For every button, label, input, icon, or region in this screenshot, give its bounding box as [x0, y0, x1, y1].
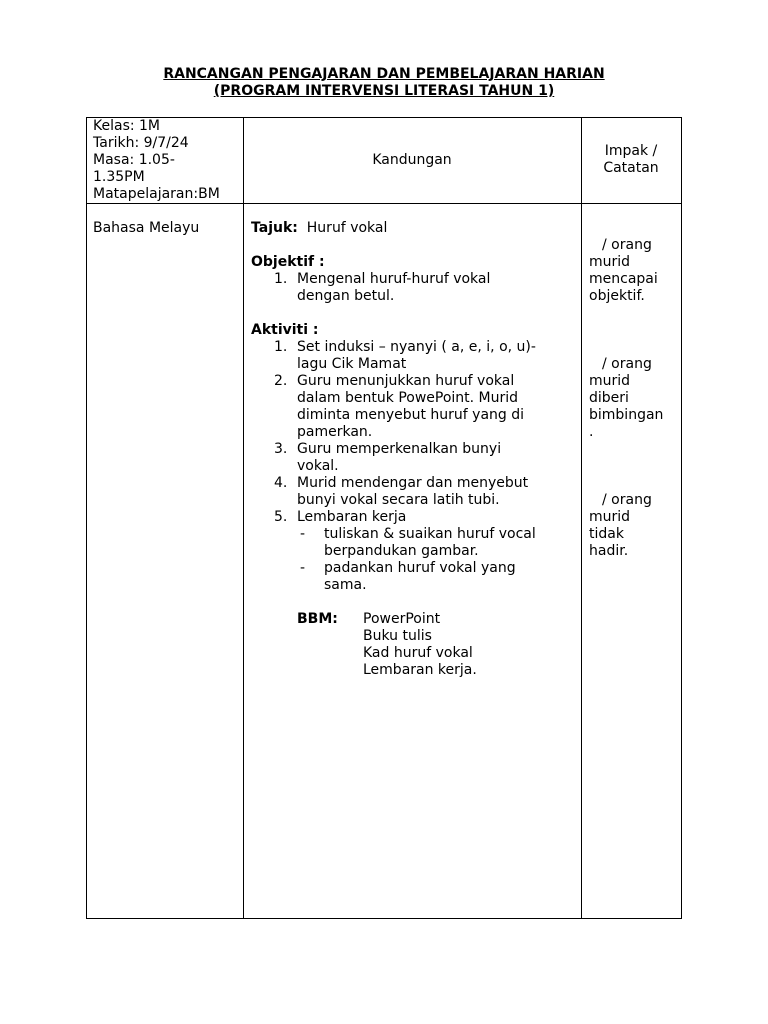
activity-text: Murid mendengar dan menyebut	[297, 475, 529, 491]
subitem-text: tuliskan & suaikan huruf vocal	[324, 526, 536, 542]
impact-text: objektif.	[589, 288, 645, 304]
objective-item-text: Mengenal huruf-huruf vokal	[297, 271, 491, 287]
objective-item	[251, 271, 536, 305]
impact-text: diberi	[589, 390, 629, 406]
column-divider-2	[581, 118, 582, 918]
activity-item-4	[251, 475, 536, 509]
impact-header-line2: Catatan	[603, 160, 659, 176]
subitem-text: berpandukan gambar.	[324, 543, 479, 559]
activity-item-2	[251, 373, 536, 441]
activity-item-3	[251, 441, 536, 475]
objective-item-number: 1.	[274, 271, 288, 287]
activity-text: Guru menunjukkan huruf vokal	[297, 373, 515, 389]
subject-label: Matapelajaran:BM	[93, 186, 220, 202]
objective-label: Objektif :	[251, 254, 325, 270]
header-row-divider	[87, 203, 681, 204]
class-info-cell	[93, 118, 220, 203]
teaching-aid-item: PowerPoint	[363, 611, 441, 627]
activity-label: Aktiviti :	[251, 322, 319, 338]
impact-header	[581, 143, 681, 177]
worksheet-subitem-1	[251, 526, 536, 560]
activity-number: 4.	[274, 475, 288, 491]
teaching-aid-item: Kad huruf vokal	[363, 645, 473, 661]
topic-label: Tajuk:	[251, 220, 298, 236]
activity-item-5	[251, 509, 536, 526]
teaching-aid-item: Buku tulis	[363, 628, 432, 644]
subject-cell: Bahasa Melayu	[93, 220, 200, 236]
time-label-cont: 1.35PM	[93, 169, 145, 185]
impact-text: bimbingan	[589, 407, 664, 423]
document-subtitle: (PROGRAM INTERVENSI LITERASI TAHUN 1)	[213, 83, 555, 99]
class-label: Kelas: 1M	[93, 118, 161, 134]
teaching-aids-row	[251, 611, 536, 628]
subitem-text: sama.	[324, 577, 367, 593]
impact-text: .	[589, 424, 594, 440]
topic-value: Huruf vokal	[306, 220, 388, 236]
lesson-plan-table	[86, 117, 682, 919]
activity-text: Guru memperkenalkan bunyi	[297, 441, 502, 457]
impact-text: murid	[589, 254, 631, 270]
topic-line	[251, 220, 536, 237]
activity-text: diminta menyebut huruf yang di	[297, 407, 525, 423]
impact-text: hadir.	[589, 543, 629, 559]
impact-block-2	[589, 356, 663, 441]
impact-block-3	[589, 492, 652, 560]
objective-item-text-cont: dengan betul.	[297, 288, 395, 304]
teaching-aids-row	[251, 662, 536, 679]
teaching-aid-item: Lembaran kerja.	[363, 662, 477, 678]
activity-text: lagu Cik Mamat	[297, 356, 407, 372]
time-label: Masa: 1.05-	[93, 152, 175, 168]
column-divider-1	[243, 118, 244, 918]
activity-text: vokal.	[297, 458, 339, 474]
content-header: Kandungan	[372, 152, 452, 168]
activity-text: bunyi vokal secara latih tubi.	[297, 492, 500, 508]
impact-text: / orang	[602, 237, 652, 253]
subitem-dash: -	[300, 526, 306, 542]
impact-text: murid	[589, 373, 631, 389]
activity-text: Lembaran kerja	[297, 509, 407, 525]
activity-text: pamerkan.	[297, 424, 373, 440]
impact-text: / orang	[602, 356, 652, 372]
subitem-text: padankan huruf vokal yang	[324, 560, 516, 576]
activity-text: Set induksi – nyanyi ( a, e, i, o, u)-	[297, 339, 536, 355]
teaching-aids-label: BBM:	[297, 611, 338, 627]
teaching-aids-row	[251, 645, 536, 662]
document-title: RANCANGAN PENGAJARAN DAN PEMBELAJARAN HARIAN	[163, 66, 605, 82]
date-label: Tarikh: 9/7/24	[93, 135, 189, 151]
impact-header-line1: Impak /	[604, 143, 658, 159]
teaching-aids-row	[251, 628, 536, 645]
impact-block-1	[589, 237, 658, 305]
activity-text: dalam bentuk PowePoint. Murid	[297, 390, 519, 406]
activity-number: 2.	[274, 373, 288, 389]
worksheet-subitem-2	[251, 560, 536, 594]
activity-item-1	[251, 339, 536, 373]
impact-text: murid	[589, 509, 631, 525]
subitem-dash: -	[300, 560, 306, 576]
activity-number: 3.	[274, 441, 288, 457]
content-cell	[251, 220, 536, 679]
impact-text: mencapai	[589, 271, 658, 287]
activity-number: 1.	[274, 339, 288, 355]
impact-text: tidak	[589, 526, 624, 542]
activity-number: 5.	[274, 509, 288, 525]
impact-text: / orang	[602, 492, 652, 508]
